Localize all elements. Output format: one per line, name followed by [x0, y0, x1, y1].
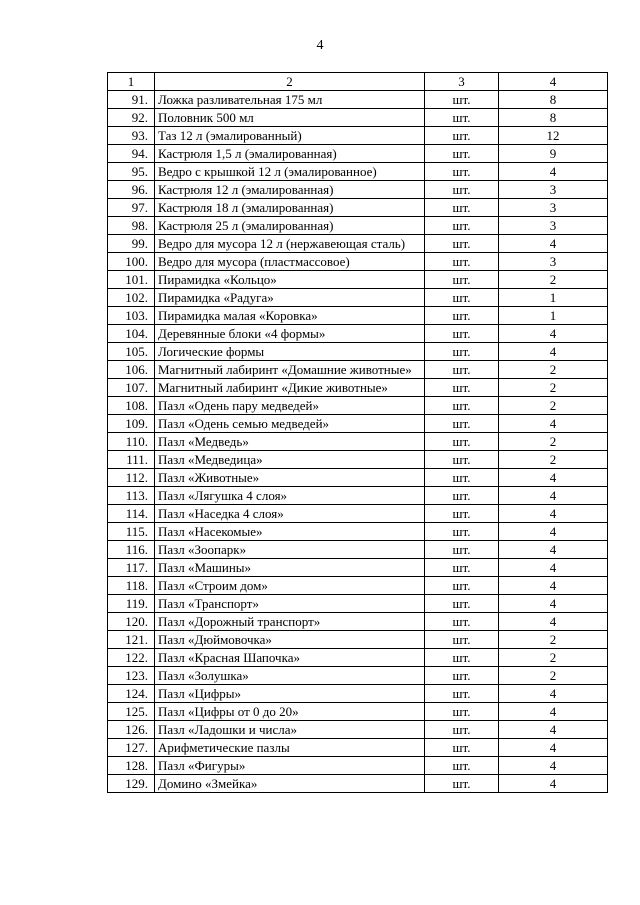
item-unit: шт.: [425, 253, 499, 271]
item-unit: шт.: [425, 235, 499, 253]
item-quantity: 4: [499, 559, 608, 577]
row-number: 93.: [108, 127, 155, 145]
item-name: Магнитный лабиринт «Дикие животные»: [155, 379, 425, 397]
header-col-name: 2: [155, 73, 425, 91]
table-row: [108, 739, 608, 757]
item-unit: шт.: [425, 433, 499, 451]
item-quantity: 12: [499, 127, 608, 145]
item-name: Деревянные блоки «4 формы»: [155, 325, 425, 343]
row-number: 122.: [108, 649, 155, 667]
item-name: Пазл «Красная Шапочка»: [155, 649, 425, 667]
item-unit: шт.: [425, 181, 499, 199]
item-name: Пирамидка «Радуга»: [155, 289, 425, 307]
item-unit: шт.: [425, 397, 499, 415]
item-name: Пазл «Одень семью медведей»: [155, 415, 425, 433]
item-name: Кастрюля 25 л (эмалированная): [155, 217, 425, 235]
item-quantity: 8: [499, 91, 608, 109]
item-name: Пазл «Медведь»: [155, 433, 425, 451]
table-row: [108, 505, 608, 523]
row-number: 98.: [108, 217, 155, 235]
item-quantity: 4: [499, 721, 608, 739]
item-name: Пазл «Насекомые»: [155, 523, 425, 541]
item-unit: шт.: [425, 775, 499, 793]
table-row: [108, 541, 608, 559]
item-quantity: 2: [499, 451, 608, 469]
table-row: [108, 703, 608, 721]
table-row: [108, 343, 608, 361]
item-quantity: 4: [499, 469, 608, 487]
item-name: Домино «Змейка»: [155, 775, 425, 793]
item-quantity: 9: [499, 145, 608, 163]
item-quantity: 2: [499, 433, 608, 451]
item-name: Кастрюля 12 л (эмалированная): [155, 181, 425, 199]
row-number: 101.: [108, 271, 155, 289]
item-name: Пазл «Одень пару медведей»: [155, 397, 425, 415]
item-name: Пазл «Дорожный транспорт»: [155, 613, 425, 631]
table-row: [108, 433, 608, 451]
item-name: Ведро для мусора 12 л (нержавеющая сталь): [155, 235, 425, 253]
table-row: [108, 163, 608, 181]
item-name: Ведро с крышкой 12 л (эмалированное): [155, 163, 425, 181]
item-unit: шт.: [425, 667, 499, 685]
table-row: [108, 487, 608, 505]
table-row: [108, 577, 608, 595]
item-unit: шт.: [425, 685, 499, 703]
row-number: 117.: [108, 559, 155, 577]
item-name: Пазл «Медведица»: [155, 451, 425, 469]
table-row: [108, 523, 608, 541]
row-number: 126.: [108, 721, 155, 739]
item-quantity: 2: [499, 631, 608, 649]
item-quantity: 4: [499, 541, 608, 559]
row-number: 113.: [108, 487, 155, 505]
table-row: [108, 379, 608, 397]
item-quantity: 2: [499, 271, 608, 289]
item-unit: шт.: [425, 523, 499, 541]
row-number: 92.: [108, 109, 155, 127]
row-number: 103.: [108, 307, 155, 325]
item-quantity: 4: [499, 523, 608, 541]
item-quantity: 3: [499, 181, 608, 199]
table-row: [108, 127, 608, 145]
item-quantity: 4: [499, 325, 608, 343]
table-row: [108, 613, 608, 631]
item-name: Пазл «Строим дом»: [155, 577, 425, 595]
table-row: [108, 307, 608, 325]
row-number: 105.: [108, 343, 155, 361]
table-row: [108, 775, 608, 793]
row-number: 115.: [108, 523, 155, 541]
row-number: 114.: [108, 505, 155, 523]
table-row: [108, 685, 608, 703]
table-row: [108, 469, 608, 487]
item-unit: шт.: [425, 289, 499, 307]
item-quantity: 8: [499, 109, 608, 127]
row-number: 128.: [108, 757, 155, 775]
header-col-unit: 3: [425, 73, 499, 91]
item-name: Пазл «Дюймовочка»: [155, 631, 425, 649]
row-number: 124.: [108, 685, 155, 703]
row-number: 118.: [108, 577, 155, 595]
table-row: [108, 721, 608, 739]
item-name: Пазл «Цифры от 0 до 20»: [155, 703, 425, 721]
table-row: [108, 361, 608, 379]
items-table-body: [108, 73, 608, 793]
item-unit: шт.: [425, 127, 499, 145]
item-unit: шт.: [425, 721, 499, 739]
table-row: [108, 91, 608, 109]
item-unit: шт.: [425, 379, 499, 397]
item-unit: шт.: [425, 163, 499, 181]
table-row: [108, 145, 608, 163]
item-quantity: 4: [499, 343, 608, 361]
row-number: 96.: [108, 181, 155, 199]
item-name: Пазл «Транспорт»: [155, 595, 425, 613]
item-name: Логические формы: [155, 343, 425, 361]
item-name: Ведро для мусора (пластмассовое): [155, 253, 425, 271]
items-table: [107, 72, 608, 793]
item-quantity: 4: [499, 505, 608, 523]
item-name: Пазл «Животные»: [155, 469, 425, 487]
item-quantity: 3: [499, 199, 608, 217]
item-name: Ложка разливательная 175 мл: [155, 91, 425, 109]
table-row: [108, 109, 608, 127]
item-name: Пирамидка малая «Коровка»: [155, 307, 425, 325]
table-row: [108, 199, 608, 217]
table-row: [108, 415, 608, 433]
row-number: 99.: [108, 235, 155, 253]
row-number: 109.: [108, 415, 155, 433]
row-number: 116.: [108, 541, 155, 559]
item-unit: шт.: [425, 91, 499, 109]
page-number: 4: [316, 38, 324, 53]
item-name: Пазл «Фигуры»: [155, 757, 425, 775]
item-quantity: 2: [499, 649, 608, 667]
row-number: 107.: [108, 379, 155, 397]
item-quantity: 4: [499, 487, 608, 505]
item-unit: шт.: [425, 595, 499, 613]
item-name: Магнитный лабиринт «Домашние животные»: [155, 361, 425, 379]
item-unit: шт.: [425, 361, 499, 379]
row-number: 129.: [108, 775, 155, 793]
item-quantity: 4: [499, 595, 608, 613]
row-number: 94.: [108, 145, 155, 163]
row-number: 121.: [108, 631, 155, 649]
table-row: [108, 253, 608, 271]
item-name: Кастрюля 1,5 л (эмалированная): [155, 145, 425, 163]
item-unit: шт.: [425, 541, 499, 559]
row-number: 111.: [108, 451, 155, 469]
item-unit: шт.: [425, 325, 499, 343]
row-number: 125.: [108, 703, 155, 721]
item-unit: шт.: [425, 469, 499, 487]
item-unit: шт.: [425, 505, 499, 523]
item-name: Пазл «Ладошки и числа»: [155, 721, 425, 739]
table-row: [108, 757, 608, 775]
item-quantity: 4: [499, 685, 608, 703]
table-row: [108, 451, 608, 469]
item-unit: шт.: [425, 145, 499, 163]
item-unit: шт.: [425, 703, 499, 721]
item-name: Пазл «Цифры»: [155, 685, 425, 703]
item-unit: шт.: [425, 217, 499, 235]
item-name: Таз 12 л (эмалированный): [155, 127, 425, 145]
item-quantity: 4: [499, 703, 608, 721]
item-unit: шт.: [425, 271, 499, 289]
item-unit: шт.: [425, 739, 499, 757]
item-quantity: 4: [499, 163, 608, 181]
item-quantity: 4: [499, 775, 608, 793]
table-row: [108, 181, 608, 199]
row-number: 127.: [108, 739, 155, 757]
item-unit: шт.: [425, 307, 499, 325]
item-name: Пирамидка «Кольцо»: [155, 271, 425, 289]
row-number: 110.: [108, 433, 155, 451]
item-unit: шт.: [425, 613, 499, 631]
row-number: 123.: [108, 667, 155, 685]
item-quantity: 1: [499, 307, 608, 325]
item-quantity: 1: [499, 289, 608, 307]
item-unit: шт.: [425, 649, 499, 667]
table-header-row: [108, 73, 608, 91]
row-number: 95.: [108, 163, 155, 181]
item-name: Пазл «Лягушка 4 слоя»: [155, 487, 425, 505]
item-quantity: 4: [499, 415, 608, 433]
item-quantity: 2: [499, 361, 608, 379]
item-unit: шт.: [425, 199, 499, 217]
item-unit: шт.: [425, 631, 499, 649]
item-name: Арифметические пазлы: [155, 739, 425, 757]
table-row: [108, 271, 608, 289]
item-quantity: 2: [499, 397, 608, 415]
item-name: Пазл «Машины»: [155, 559, 425, 577]
item-quantity: 2: [499, 667, 608, 685]
row-number: 108.: [108, 397, 155, 415]
row-number: 100.: [108, 253, 155, 271]
table-row: [108, 595, 608, 613]
header-col-quantity: 4: [499, 73, 608, 91]
item-unit: шт.: [425, 487, 499, 505]
item-quantity: 4: [499, 757, 608, 775]
item-unit: шт.: [425, 577, 499, 595]
table-row: [108, 235, 608, 253]
item-name: Пазл «Наседка 4 слоя»: [155, 505, 425, 523]
header-col-number: 1: [108, 73, 155, 91]
table-row: [108, 397, 608, 415]
item-quantity: 3: [499, 217, 608, 235]
row-number: 106.: [108, 361, 155, 379]
table-row: [108, 289, 608, 307]
row-number: 112.: [108, 469, 155, 487]
item-unit: шт.: [425, 559, 499, 577]
item-quantity: 4: [499, 235, 608, 253]
row-number: 119.: [108, 595, 155, 613]
table-row: [108, 631, 608, 649]
item-unit: шт.: [425, 451, 499, 469]
item-unit: шт.: [425, 109, 499, 127]
item-name: Половник 500 мл: [155, 109, 425, 127]
row-number: 97.: [108, 199, 155, 217]
row-number: 120.: [108, 613, 155, 631]
item-quantity: 4: [499, 577, 608, 595]
item-quantity: 2: [499, 379, 608, 397]
item-unit: шт.: [425, 415, 499, 433]
item-quantity: 4: [499, 739, 608, 757]
table-row: [108, 559, 608, 577]
item-unit: шт.: [425, 343, 499, 361]
table-row: [108, 325, 608, 343]
item-unit: шт.: [425, 757, 499, 775]
row-number: 102.: [108, 289, 155, 307]
row-number: 104.: [108, 325, 155, 343]
item-name: Кастрюля 18 л (эмалированная): [155, 199, 425, 217]
table-row: [108, 649, 608, 667]
item-name: Пазл «Зоопарк»: [155, 541, 425, 559]
table-row: [108, 217, 608, 235]
item-name: Пазл «Золушка»: [155, 667, 425, 685]
row-number: 91.: [108, 91, 155, 109]
table-row: [108, 667, 608, 685]
item-quantity: 3: [499, 253, 608, 271]
item-quantity: 4: [499, 613, 608, 631]
